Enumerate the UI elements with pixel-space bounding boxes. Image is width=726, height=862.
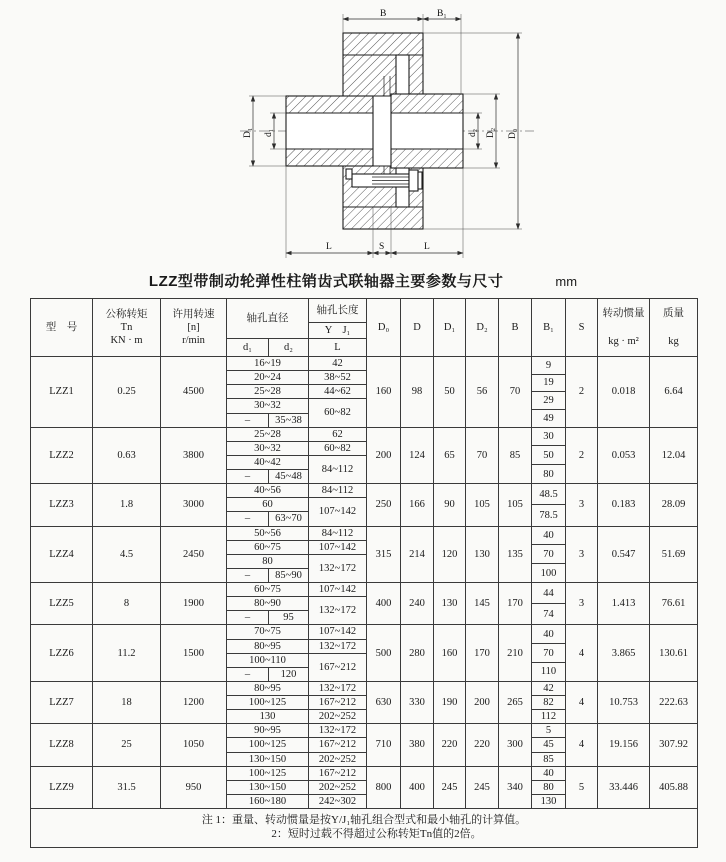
B1-stack <box>532 428 565 484</box>
model-cell: LZZ9 <box>31 766 93 808</box>
length-cell: 167~212 <box>309 653 367 681</box>
bore-cell: 60~75 <box>227 540 309 554</box>
bore-cell: 60~75 <box>227 583 309 597</box>
torque-cell: 0.63 <box>93 427 161 484</box>
bore-cell: 50~56 <box>227 526 309 540</box>
S-cell: 4 <box>566 625 598 682</box>
length-cell: 107~142 <box>309 625 367 639</box>
D2-cell: 70 <box>466 427 499 484</box>
coupling-drawing-svg <box>226 6 546 264</box>
D0-cell: 250 <box>367 484 401 526</box>
model-cell: LZZ4 <box>31 526 93 583</box>
length-cell: 132~172 <box>309 681 367 695</box>
spec-table <box>30 298 698 848</box>
header-S: S <box>566 299 598 357</box>
mass-cell: 6.64 <box>650 357 698 428</box>
table-row <box>31 357 698 371</box>
length-cell: 167~212 <box>309 766 367 780</box>
mass-cell: 130.61 <box>650 625 698 682</box>
B1-value: 50 <box>532 445 565 464</box>
table-header <box>31 299 698 357</box>
inertia-cell: 0.547 <box>598 526 650 583</box>
inertia-cell: 33.446 <box>598 766 650 808</box>
bore-cell: 130~150 <box>227 780 309 794</box>
length-cell: 132~172 <box>309 724 367 738</box>
B-cell: 105 <box>499 484 532 526</box>
length-cell: 84~112 <box>309 455 367 483</box>
B1-value: 70 <box>532 544 565 563</box>
table-row <box>31 526 698 540</box>
table-row <box>31 766 698 780</box>
header-d2: d₂ <box>269 339 309 357</box>
B1-value: 74 <box>532 603 565 624</box>
inertia-cell: 10.753 <box>598 681 650 723</box>
D1-cell: 120 <box>434 526 466 583</box>
B1-value: 19 <box>532 374 565 392</box>
header-model: 型 号 <box>31 299 93 357</box>
header-YJ1: Y J₁ <box>309 323 367 339</box>
title-row <box>0 270 726 291</box>
length-cell: 38~52 <box>309 371 367 385</box>
D0-cell: 630 <box>367 681 401 723</box>
bore-cell: 40~56 <box>227 484 309 498</box>
bore-cell: 40~42 <box>227 455 309 469</box>
mass-cell: 12.04 <box>650 427 698 484</box>
mass-cell: 76.61 <box>650 583 698 625</box>
length-cell: 60~82 <box>309 441 367 455</box>
bore-cell: 30~32 <box>227 399 309 413</box>
D1-cell: 90 <box>434 484 466 526</box>
header-mass-line1: 质量 <box>663 308 684 320</box>
bore-dash-cell: – <box>227 413 269 427</box>
B-cell: 70 <box>499 357 532 428</box>
header-mass <box>650 299 698 357</box>
mass-cell: 405.88 <box>650 766 698 808</box>
dim-label-D2: D₂ <box>486 127 496 138</box>
bore-cell: 130~150 <box>227 752 309 766</box>
table-row <box>31 427 698 441</box>
S-cell: 2 <box>566 427 598 484</box>
torque-cell: 1.8 <box>93 484 161 526</box>
dim-label-D1: D₁ <box>243 127 253 138</box>
B1-value: 85 <box>532 752 565 766</box>
table-row <box>31 625 698 639</box>
right-hub-section <box>391 94 463 168</box>
bore-cell: 100~125 <box>227 696 309 710</box>
length-cell: 42 <box>309 357 367 371</box>
B-cell: 300 <box>499 724 532 766</box>
header-D2: D₂ <box>466 299 499 357</box>
inertia-cell: 3.865 <box>598 625 650 682</box>
B1-value: 30 <box>543 430 554 442</box>
bore-dash-cell: – <box>227 470 269 484</box>
bore-dash-cell: – <box>227 568 269 582</box>
speed-cell: 3800 <box>161 427 227 484</box>
B1-value: 82 <box>532 695 565 709</box>
D1-cell: 50 <box>434 357 466 428</box>
length-cell: 132~172 <box>309 597 367 625</box>
length-cell: 44~62 <box>309 385 367 399</box>
inertia-cell: 0.053 <box>598 427 650 484</box>
bore-d2-cell: 35~38 <box>269 413 309 427</box>
bore-cell: 100~110 <box>227 653 309 667</box>
dim-label-L-right: L <box>424 242 430 252</box>
length-cell: 242~302 <box>309 794 367 808</box>
speed-cell: 1500 <box>161 625 227 682</box>
bore-dash-cell: – <box>227 667 269 681</box>
B1-value: 40 <box>543 767 554 779</box>
bore-cell: 30~32 <box>227 441 309 455</box>
S-cell: 4 <box>566 681 598 723</box>
header-B1: B₁ <box>532 299 566 357</box>
D-cell: 124 <box>401 427 434 484</box>
D-cell: 166 <box>401 484 434 526</box>
header-D: D <box>401 299 434 357</box>
table-row <box>31 484 698 498</box>
B-cell: 210 <box>499 625 532 682</box>
torque-cell: 4.5 <box>93 526 161 583</box>
B1-cell <box>532 724 566 766</box>
D0-cell: 315 <box>367 526 401 583</box>
D2-cell: 200 <box>466 681 499 723</box>
B1-value: 5 <box>545 725 552 737</box>
B-cell: 265 <box>499 681 532 723</box>
header-bore-diameter: 轴孔直径 <box>227 299 309 339</box>
D0-cell: 400 <box>367 583 401 625</box>
header-D1: D₁ <box>434 299 466 357</box>
D1-cell: 130 <box>434 583 466 625</box>
D0-cell: 200 <box>367 427 401 484</box>
bore-cell: 25~28 <box>227 385 309 399</box>
B1-value: 40 <box>543 628 554 640</box>
length-cell: 107~142 <box>309 583 367 597</box>
B1-cell <box>532 427 566 484</box>
header-inertia-line2: kg · m² <box>608 335 639 347</box>
D2-cell: 145 <box>466 583 499 625</box>
mass-cell: 307.92 <box>650 724 698 766</box>
B-cell: 340 <box>499 766 532 808</box>
model-cell: LZZ1 <box>31 357 93 428</box>
bore-cell: 25~28 <box>227 427 309 441</box>
S-cell: 3 <box>566 583 598 625</box>
B1-stack <box>532 625 565 681</box>
B1-value: 100 <box>532 563 565 582</box>
B1-cell <box>532 357 566 428</box>
model-cell: LZZ2 <box>31 427 93 484</box>
bore-cell: 80~95 <box>227 681 309 695</box>
B1-cell <box>532 526 566 583</box>
B1-cell <box>532 681 566 723</box>
D1-cell: 65 <box>434 427 466 484</box>
header-speed-line3: r/min <box>182 335 205 347</box>
bore-cell: 160~180 <box>227 794 309 808</box>
S-cell: 2 <box>566 357 598 428</box>
B1-value: 70 <box>532 643 565 662</box>
bore-d2-cell: 45~48 <box>269 470 309 484</box>
table-body <box>31 357 698 809</box>
model-cell: LZZ6 <box>31 625 93 682</box>
D-cell: 400 <box>401 766 434 808</box>
dim-label-B1: B₁ <box>437 9 447 19</box>
dim-label-d2: d₂ <box>468 128 478 137</box>
bore-cell: 130 <box>227 710 309 724</box>
B1-value: 80 <box>532 780 565 794</box>
speed-cell: 1900 <box>161 583 227 625</box>
table-row <box>31 583 698 597</box>
D2-cell: 170 <box>466 625 499 682</box>
D2-cell: 245 <box>466 766 499 808</box>
bore-cell: 100~125 <box>227 766 309 780</box>
B1-value: 80 <box>532 464 565 483</box>
dim-label-S: S <box>379 242 385 252</box>
mass-cell: 28.09 <box>650 484 698 526</box>
B1-stack <box>532 583 565 624</box>
D2-cell: 130 <box>466 526 499 583</box>
bore-cell: 80~90 <box>227 597 309 611</box>
S-cell: 3 <box>566 484 598 526</box>
B1-stack <box>532 527 565 583</box>
coupling-section-drawing <box>0 0 726 268</box>
S-cell: 3 <box>566 526 598 583</box>
B1-value: 9 <box>545 359 552 371</box>
model-cell: LZZ3 <box>31 484 93 526</box>
header-D0: D₀ <box>367 299 401 357</box>
length-cell: 107~142 <box>309 498 367 526</box>
header-speed-line1: 许用转速 <box>172 308 215 320</box>
length-cell: 84~112 <box>309 526 367 540</box>
inertia-cell: 0.018 <box>598 357 650 428</box>
mass-cell: 222.63 <box>650 681 698 723</box>
unit-label: mm <box>555 274 578 289</box>
D1-cell: 160 <box>434 625 466 682</box>
length-cell: 167~212 <box>309 738 367 752</box>
D0-cell: 500 <box>367 625 401 682</box>
header-mass-line2: kg <box>668 335 679 347</box>
dim-label-D0: D₀ <box>508 128 518 139</box>
B-cell: 170 <box>499 583 532 625</box>
length-cell: 62 <box>309 427 367 441</box>
torque-cell: 11.2 <box>93 625 161 682</box>
length-cell: 202~252 <box>309 780 367 794</box>
header-d1: d₁ <box>227 339 269 357</box>
S-cell: 5 <box>566 766 598 808</box>
D2-cell: 105 <box>466 484 499 526</box>
length-cell: 60~82 <box>309 399 367 427</box>
header-bore-length: 轴孔长度 <box>309 299 367 323</box>
torque-cell: 0.25 <box>93 357 161 428</box>
header-L: L <box>309 339 367 357</box>
D-cell: 214 <box>401 526 434 583</box>
D-cell: 98 <box>401 357 434 428</box>
length-cell: 202~252 <box>309 710 367 724</box>
B1-value: 110 <box>532 662 565 681</box>
model-cell: LZZ5 <box>31 583 93 625</box>
torque-cell: 18 <box>93 681 161 723</box>
length-cell: 167~212 <box>309 696 367 710</box>
D0-cell: 800 <box>367 766 401 808</box>
model-cell: LZZ7 <box>31 681 93 723</box>
D1-cell: 190 <box>434 681 466 723</box>
speed-cell: 950 <box>161 766 227 808</box>
speed-cell: 1200 <box>161 681 227 723</box>
bore-d2-cell: 63~70 <box>269 512 309 526</box>
bore-cell: 70~75 <box>227 625 309 639</box>
header-B: B <box>499 299 532 357</box>
length-cell: 132~172 <box>309 554 367 582</box>
S-cell: 4 <box>566 724 598 766</box>
dim-label-L-left: L <box>326 242 332 252</box>
bore-dash-cell: – <box>227 611 269 625</box>
B-cell: 135 <box>499 526 532 583</box>
speed-cell: 3000 <box>161 484 227 526</box>
bore-d2-cell: 95 <box>269 611 309 625</box>
D-cell: 330 <box>401 681 434 723</box>
length-cell: 84~112 <box>309 484 367 498</box>
B1-value: 48.5 <box>539 488 558 500</box>
D2-cell: 220 <box>466 724 499 766</box>
B1-value: 44 <box>543 587 554 599</box>
header-torque-line2: Tn <box>120 321 133 333</box>
notes-cell <box>31 809 698 848</box>
table-row <box>31 681 698 695</box>
B1-value: 42 <box>543 682 554 694</box>
bore-dash-cell: – <box>227 512 269 526</box>
bore-cell: 80 <box>227 554 309 568</box>
dim-label-B: B <box>380 9 387 19</box>
D2-cell: 56 <box>466 357 499 428</box>
B1-cell <box>532 625 566 682</box>
bore-cell: 20~24 <box>227 371 309 385</box>
length-cell: 132~172 <box>309 639 367 653</box>
inertia-cell: 0.183 <box>598 484 650 526</box>
bore-cell: 90~95 <box>227 724 309 738</box>
B1-value: 45 <box>532 737 565 751</box>
header-torque <box>93 299 161 357</box>
model-cell: LZZ8 <box>31 724 93 766</box>
B1-value: 40 <box>543 529 554 541</box>
table-notes <box>31 809 698 848</box>
B1-value: 130 <box>532 794 565 808</box>
length-cell: 107~142 <box>309 540 367 554</box>
mass-cell: 51.69 <box>650 526 698 583</box>
bore-d2-cell: 120 <box>269 667 309 681</box>
speed-cell: 2450 <box>161 526 227 583</box>
B1-value: 112 <box>532 709 565 723</box>
B1-stack <box>532 724 565 765</box>
bore-cell: 100~125 <box>227 738 309 752</box>
bore-cell: 16~19 <box>227 357 309 371</box>
B1-cell <box>532 583 566 625</box>
B-cell: 85 <box>499 427 532 484</box>
D-cell: 280 <box>401 625 434 682</box>
header-torque-line1: 公称转矩 <box>105 308 148 320</box>
header-mass-spacer <box>650 321 697 335</box>
header-torque-line3: KN · m <box>110 335 143 347</box>
B1-cell <box>532 766 566 808</box>
length-cell: 202~252 <box>309 752 367 766</box>
speed-cell: 4500 <box>161 357 227 428</box>
torque-cell: 25 <box>93 724 161 766</box>
header-inertia-line1: 转动惯量 <box>602 308 645 320</box>
table-row <box>31 724 698 738</box>
D-cell: 240 <box>401 583 434 625</box>
B1-cell <box>532 484 566 526</box>
speed-cell: 1050 <box>161 724 227 766</box>
D1-cell: 245 <box>434 766 466 808</box>
inertia-cell: 1.413 <box>598 583 650 625</box>
note-line-1: 注 1：重量、转动惯量是按Y/J₁轴孔组合型式和最小轴孔的计算值。 <box>201 814 527 827</box>
header-inertia-spacer <box>598 321 649 335</box>
B1-value: 49 <box>532 409 565 427</box>
torque-cell: 31.5 <box>93 766 161 808</box>
left-hub-section <box>286 96 373 166</box>
header-speed <box>161 299 227 357</box>
header-speed-line2: [n] <box>187 321 200 333</box>
page-title: LZZ型带制动轮弹性柱销齿式联轴器主要参数与尺寸 <box>148 273 504 290</box>
D1-cell: 220 <box>434 724 466 766</box>
bore-cell: 60 <box>227 498 309 512</box>
bore-cell: 80~95 <box>227 639 309 653</box>
B1-value: 78.5 <box>532 504 565 525</box>
dim-label-d1: d₁ <box>264 128 274 137</box>
B1-stack <box>532 357 565 427</box>
bore-d2-cell: 85~90 <box>269 568 309 582</box>
note-line-2: 2：短时过载不得超过公称转矩Tn值的2倍。 <box>271 828 482 840</box>
B1-stack <box>532 682 565 723</box>
torque-cell: 8 <box>93 583 161 625</box>
D0-cell: 160 <box>367 357 401 428</box>
D-cell: 380 <box>401 724 434 766</box>
header-inertia <box>598 299 650 357</box>
B1-stack <box>532 767 565 808</box>
D0-cell: 710 <box>367 724 401 766</box>
B1-value: 29 <box>532 391 565 409</box>
inertia-cell: 19.156 <box>598 724 650 766</box>
B1-stack <box>532 484 565 525</box>
